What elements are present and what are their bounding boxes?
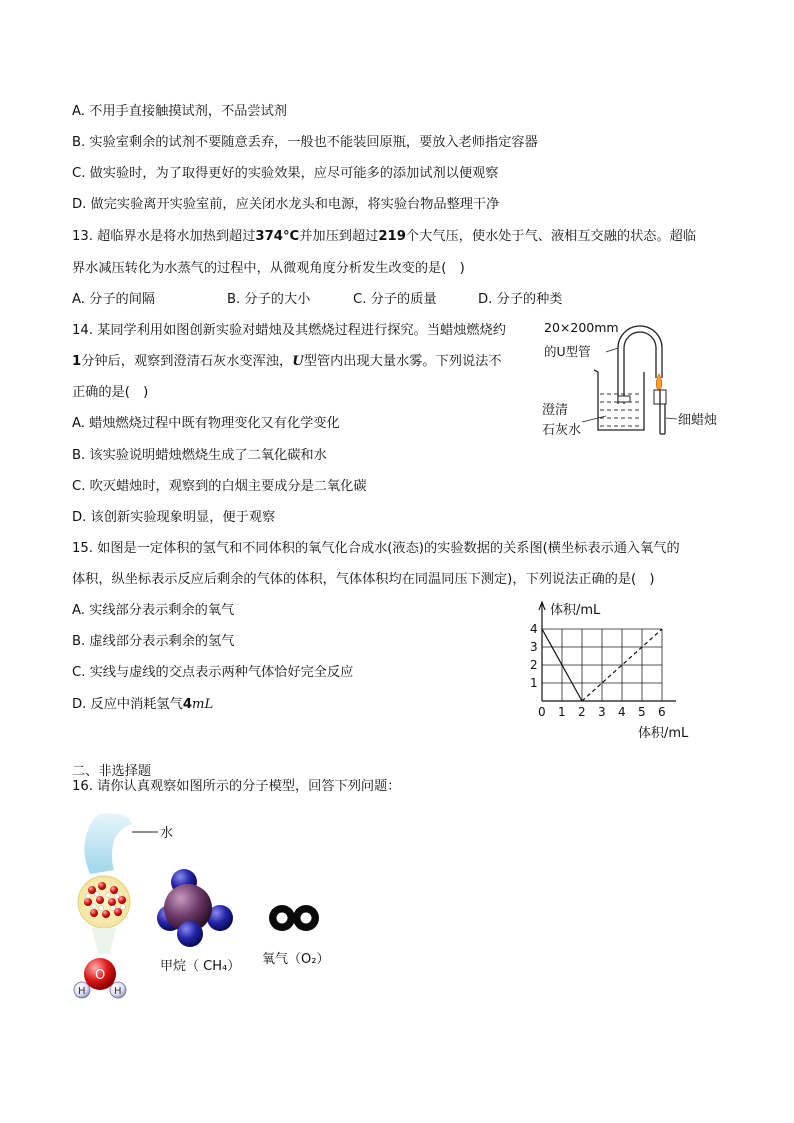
x-axis-label: 体积/mL bbox=[638, 726, 689, 741]
q13-temperature: 374°C bbox=[255, 229, 300, 244]
q14-stem-line1: 14. 某同学利用如图创新实验对蜡烛及其燃烧过程进行探究。当蜡烛燃烧约 bbox=[72, 323, 506, 338]
q15-option-a: A. 实线部分表示剩余的氧气 bbox=[72, 603, 235, 618]
q15-stem-line1: 15. 如图是一定体积的氢气和不同体积的氧气化合成水(液态)的实验数据的关系图(横坐标表示通入氧气的 bbox=[72, 541, 680, 556]
water-hydrogen-label-right: H bbox=[114, 986, 122, 997]
gas-volume-chart bbox=[522, 596, 706, 744]
q12-option-c: C. 做实验时，为了取得更好的实验效果，应尽可能多的添加试剂以便观察 bbox=[72, 166, 499, 181]
x-tick-label: 1 bbox=[558, 705, 566, 719]
x-tick-label: 6 bbox=[658, 705, 666, 719]
water-hydrogen-label-left: H bbox=[78, 986, 86, 997]
limewater-label-1: 澄清 bbox=[542, 403, 569, 418]
q12-option-b: B. 实验室剩余的试剂不要随意丢弃，一般也不能装回原瓶，要放入老师指定容器 bbox=[72, 135, 538, 150]
q12-option-a: A. 不用手直接触摸试剂，不品尝试剂 bbox=[72, 104, 287, 119]
limewater-label-2: 石灰水 bbox=[542, 423, 582, 438]
molecule-models-figure bbox=[70, 810, 360, 1002]
x-tick-label: 2 bbox=[578, 705, 586, 719]
candle-apparatus-figure bbox=[536, 316, 736, 440]
q15-stem-line2: 体积，纵坐标表示反应后剩余的气体的体积，气体体积均在同温同压下测定)，下列说法正确的是( ) bbox=[72, 572, 655, 587]
q15-option-d: D. 反应中消耗氢气4mL bbox=[72, 697, 214, 712]
q13-stem-line2: 界水减压转化为水蒸气的过程中，从微观角度分析发生改变的是( ) bbox=[72, 261, 465, 276]
q14-stem-line3: 正确的是( ) bbox=[72, 385, 149, 400]
x-tick-label: 0 bbox=[538, 705, 546, 719]
y-tick-label: 3 bbox=[530, 640, 538, 654]
q14-stem-line2: 1分钟后，观察到澄清石灰水变浑浊，U型管内出现大量水雾。下列说法不 bbox=[72, 354, 502, 369]
water-label: 水 bbox=[160, 826, 174, 841]
y-axis-label: 体积/mL bbox=[550, 603, 601, 618]
y-tick-label: 1 bbox=[530, 676, 538, 690]
magnify-beam bbox=[92, 928, 116, 954]
q13-option-a: A. 分子的间隔 bbox=[72, 292, 156, 307]
y-tick-label: 4 bbox=[530, 622, 538, 636]
q14-option-a: A. 蜡烛燃烧过程中既有物理变化又有化学变化 bbox=[72, 416, 340, 431]
y-tick-label: 2 bbox=[530, 658, 538, 672]
oxygen-molecule-icon bbox=[269, 905, 319, 931]
tube-label-2: 的U型管 bbox=[544, 344, 591, 359]
water-oxygen-label: O bbox=[95, 968, 106, 983]
methane-molecule-icon bbox=[157, 869, 233, 947]
q13-option-c: C. 分子的质量 bbox=[353, 292, 437, 307]
limewater-leader bbox=[582, 416, 606, 422]
section-title: 二、非选择题 bbox=[72, 764, 152, 779]
x-tick-label: 3 bbox=[598, 705, 606, 719]
q14-option-c: C. 吹灭蜡烛时，观察到的白烟主要成分是二氧化碳 bbox=[72, 479, 367, 494]
q13-option-d: D. 分子的种类 bbox=[478, 292, 563, 307]
tube-label-1: 20×200mm bbox=[544, 320, 619, 335]
methane-label: 甲烷（ CH₄） bbox=[160, 959, 241, 974]
chart-ticks bbox=[530, 622, 666, 719]
u-tube-inner bbox=[624, 332, 656, 404]
q13-option-b: B. 分子的大小 bbox=[227, 292, 311, 307]
candle-label: 细蜡烛 bbox=[678, 413, 718, 428]
q16-stem: 16. 请你认真观察如图所示的分子模型，回答下列问题： bbox=[72, 779, 401, 794]
q13-stem-line1: 13. 超临界水是将水加热到超过374°C并加压到超过219个大气压，使水处于气、液相互交融的状态。超临 bbox=[72, 229, 697, 244]
x-tick-label: 4 bbox=[618, 705, 626, 719]
q15-option-b: B. 虚线部分表示剩余的氢气 bbox=[72, 634, 235, 649]
q14-option-b: B. 该实验说明蜡烛燃烧生成了二氧化碳和水 bbox=[72, 448, 327, 463]
candle-leader bbox=[666, 418, 677, 419]
beaker-lip bbox=[594, 370, 598, 372]
candle-flame bbox=[656, 374, 661, 390]
q14-option-d: D. 该创新实验现象明显，便于观察 bbox=[72, 510, 276, 525]
water-stream-icon bbox=[84, 813, 132, 874]
x-tick-label: 5 bbox=[638, 705, 646, 719]
tube-label-leader bbox=[606, 348, 618, 352]
q15-option-c: C. 实线与虚线的交点表示两种气体恰好完全反应 bbox=[72, 665, 354, 680]
tube-mouth bbox=[618, 396, 630, 402]
q13-pressure: 219 bbox=[378, 229, 406, 244]
oxygen-label: 氧气（O₂） bbox=[262, 952, 330, 967]
q12-option-d: D. 做完实验离开实验室前，应关闭水龙头和电源，将实验台物品整理干净 bbox=[72, 197, 500, 212]
